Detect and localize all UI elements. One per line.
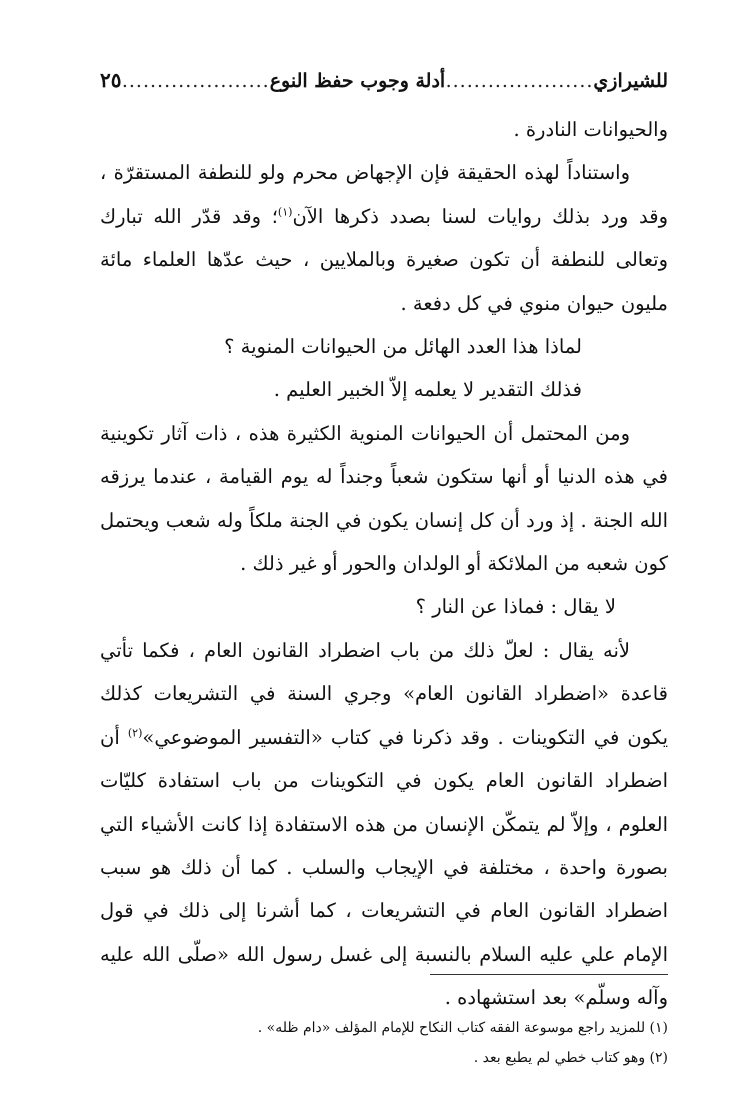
footnote: (٢) وهو كتاب خطي لم يطبع بعد . <box>473 1050 668 1066</box>
footnote-ref: (٢) <box>127 726 143 740</box>
paragraph: والحيوانات النادرة . <box>513 118 668 141</box>
footnotes <box>100 1013 668 1073</box>
body-text <box>100 108 668 1020</box>
footnote-divider <box>430 974 668 975</box>
paragraph: لا يقال : فماذا عن النار ؟ <box>415 595 616 619</box>
paragraph: لماذا هذا العدد الهائل من الحيوانات المنوية ؟ <box>224 335 582 359</box>
paragraph: لأنه يقال : لعلّ ذلك من باب اضطراد القانون العام ، فكما تأتي قاعدة «اضطراد القانون العام» وجري السنة في التشريعات كذلك يكون في التكوينات . وقد ذكرنا في كتاب «التفسير الموضوعي»$^{(٢)}$ أن اضطراد القانون العام يكون في التكوينات من باب استفادة كليّات العلوم ، وإلاّ لم يتمكّن الإنسان من هذه الاستفادة إذا كانت الأشياء التي بصورة واحدة ، مختلفة في الإيجاب والسلب . كما أن ذلك هو سبب اضطراد القانون العام في التشريعات ، كما أشرنا إلى ذلك في قول الإمام علي عليه السلام بالنسبة إلى غسل رسول الله «صلّى الله عليه وآله وسلّم» بعد استشهاده . <box>100 638 668 1010</box>
header-dot-leader <box>445 70 593 92</box>
footnote-ref: (١) <box>277 205 293 219</box>
header-author: للشيرازي <box>593 70 668 92</box>
running-header <box>100 56 668 92</box>
paragraph: ومن المحتمل أن الحيوانات المنوية الكثيرة هذه ، ذات آثار تكوينية في هذه الدنيا أو أنها ستكون شعباً وجنداً له يوم القيامة ، عندما يرزقه الله الجنة . إذ ورد أن كل إنسان يكون في الجنة ملكاً وله شعب ويحتمل كون شعبه من الملائكة أو الولدان والحور أو غير ذلك . <box>100 421 668 576</box>
footnote: (١) للمزيد راجع موسوعة الفقه كتاب النكاح للإمام المؤلف «دام ظله» . <box>257 1020 668 1036</box>
header-title: أدلة وجوب حفظ النوع <box>269 70 446 92</box>
header-dot-leader <box>121 70 269 92</box>
paragraph: فذلك التقدير لا يعلمه إلاّ الخبير العليم . <box>273 378 582 402</box>
page-number: ٢٥ <box>100 68 122 92</box>
paragraph: واستناداً لهذه الحقيقة فإن الإجهاض محرم ولو للنطفة المستقرّة ، وقد ورد بذلك روايات لسنا بصدد ذكرها الآن$^{(١)}$؛ وقد قدّر الله تبارك وتعالى للنطفة أن تكون صغيرة وبالملايين ، حيث عدّها العلماء مائة مليون حيوان منوي في كل دفعة . <box>100 161 668 315</box>
